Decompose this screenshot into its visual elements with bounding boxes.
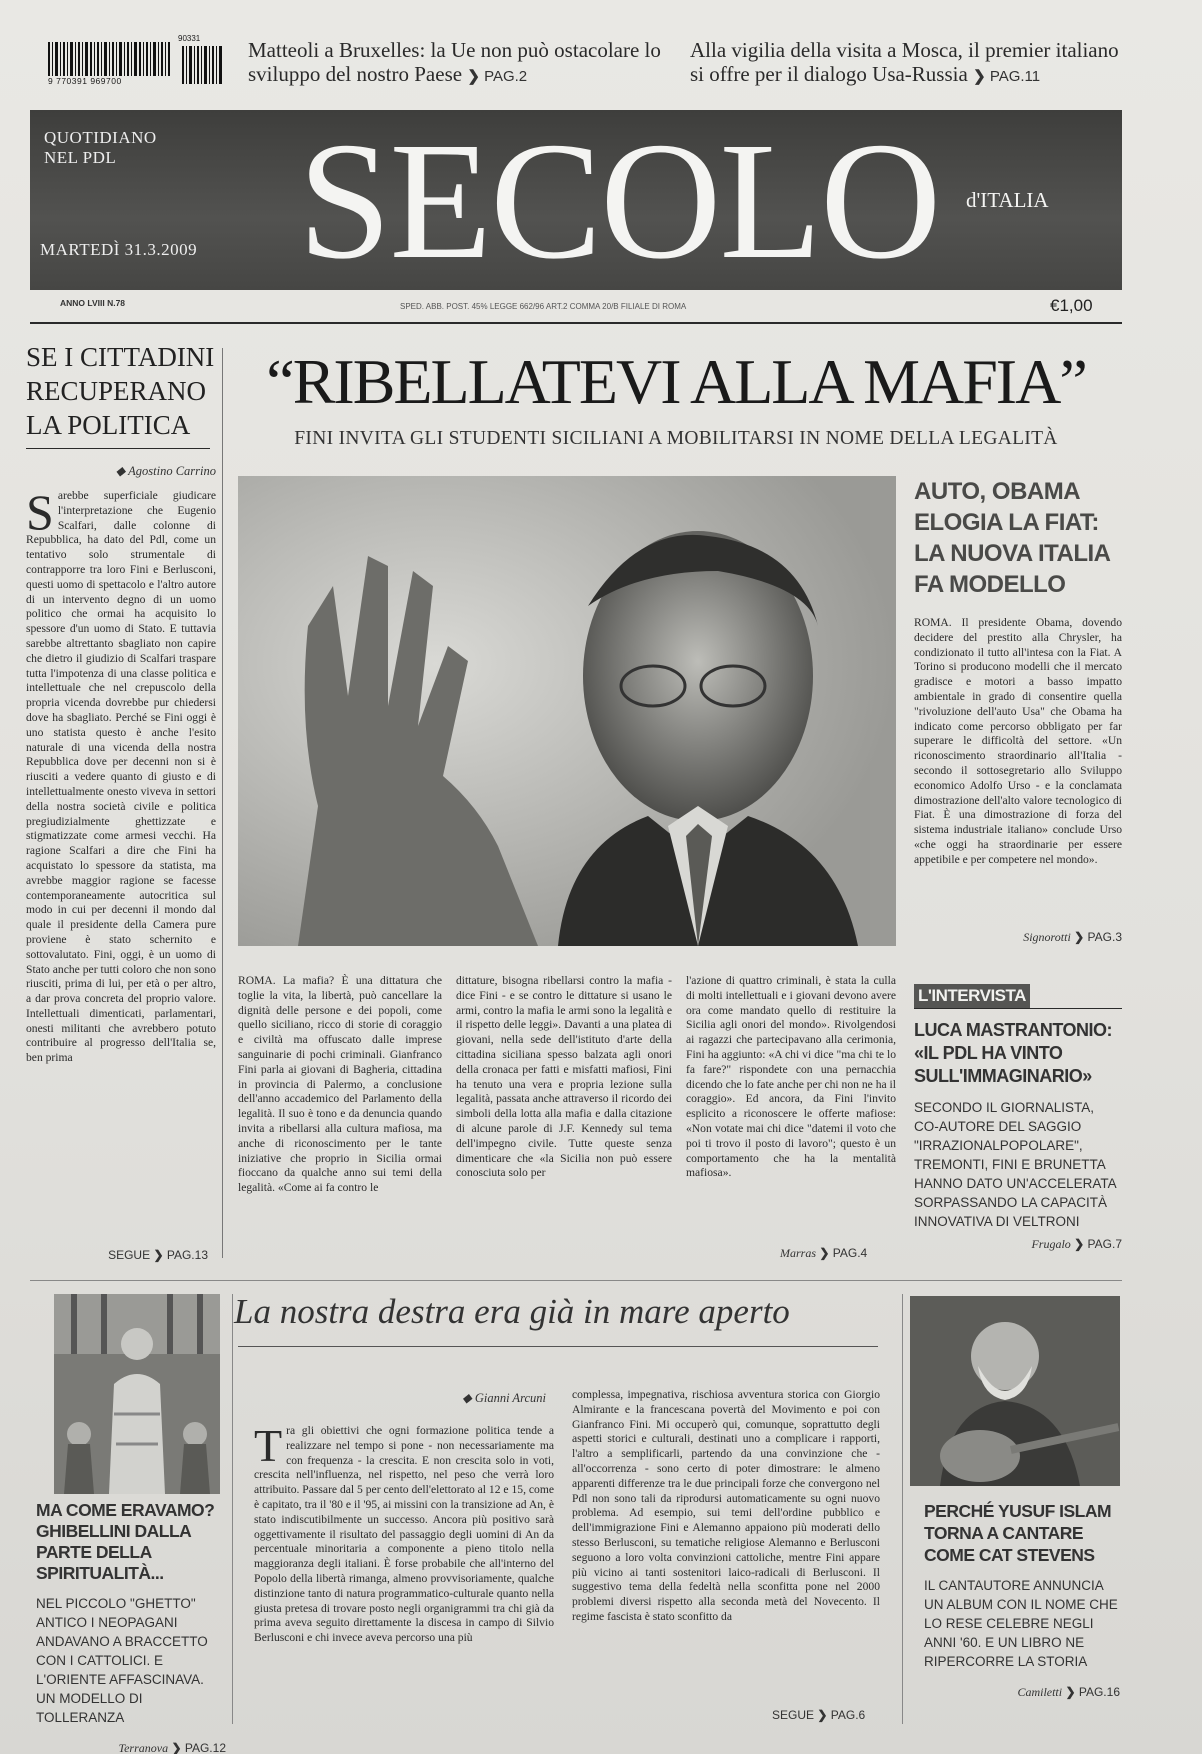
- yusuf-headline: PERCHÉ YUSUF ISLAM TORNA A CANTARE COME CAT STEVENS: [924, 1501, 1112, 1565]
- interview-box[interactable]: [914, 984, 1122, 1252]
- editorial-continue[interactable]: SEGUE ❯ PAG.13: [108, 1248, 208, 1262]
- second-article-ref[interactable]: SEGUE ❯ PAG.6: [772, 1708, 866, 1722]
- barcode-top-number: 90331: [178, 34, 201, 43]
- masthead-date: MARTEDÌ 31.3.2009: [40, 240, 198, 259]
- chevron-right-icon: ❯: [1065, 1685, 1076, 1699]
- diamond-icon: ◆: [115, 464, 129, 478]
- chevron-right-icon: ❯: [819, 1246, 830, 1260]
- singer-graphic: [910, 1296, 1120, 1486]
- main-article-col3: l'azione di quattro criminali, è stata la culla di molti intellettuali e i giovani devono avere ora come mandato quello di restituire la Sicilia agli onori del mondo». Rivolgendosi ai ragazzi che partecipavano alla cerimonia, Fini ha aggiunto: «A chi vi dice "ma chi te lo fa fare?" rispondete con una pernacchia dicendo che lo fate anche per chi non ne ha il coraggio». Ed ancora, da Fini l'invito esplicito a riconoscere le offerte mafiose: «Non votate mai chi dice "datemi il voto che poi ti trovo il posto di lavoro"; questo è un comportamento che ha la mentalità mafiosa».: [686, 974, 896, 1180]
- interview-headline: LUCA MASTRANTONIO: «IL PDL HA VINTO SULL'IMMAGINARIO»: [914, 1020, 1112, 1086]
- masthead: [30, 108, 1122, 294]
- second-article-col1: Tra gli obiettivi che ogni formazione politica tende a realizzare nel tempo si pone - non necessariamente ma con frequenza - la crescita. E non crescita solo in voti, crescita nell'influenza, nel rispetto, nel peso che verrà loro attribuito. Passare dal 5 per cento dell'elettorato al 12 e 15, come è capitato, tra il '80 e il '95, ai missini con la transizione ad An, è stato indiscutibilmente un successo. Ancora più positivo sarà oggettivamente il risultato del passaggio degli uomini di An da percentuale minoritaria a componente a pieno titolo nella maggioranza degli italiani. È forse probabile che all'interno del Popolo della libertà rimanga, almeno provvisoriamente, qualche distinzione tanto di natura programmatico-culturale quanto nella giusta pretesa di trovare posto negli organigrammi tra chi già da prima aveva seguito direttamente la discesa in campo di Silvio Berlusconi e chi invece aveva percorso una più: [254, 1424, 554, 1645]
- barcode-bottom-number: 9 770391 969700: [48, 76, 122, 86]
- second-headline[interactable]: La nostra destra era già in mare aperto: [234, 1292, 790, 1331]
- fresco-graphic: [54, 1294, 220, 1494]
- cat-stevens-photo: [910, 1296, 1120, 1486]
- editorial[interactable]: [26, 340, 216, 1264]
- second-author: ◆ Gianni Arcuni: [462, 1391, 546, 1405]
- chevron-right-icon: ❯: [171, 1741, 182, 1754]
- issue-number: ANNO LVIII N.78: [60, 298, 126, 308]
- second-article-col2: complessa, impegnativa, rischiosa avventura storica con Giorgio Almirante e la francescana povertà del Movimento e poi con Gianfranco Fini. Mi occuperò qui, comunque, soprattutto degli aspetti storici e culturali, destinati uno a complicare i rapporti, l'altro a semplificarli, partendo da una convinzione che - all'occorrenza - sono certo di poter dimostrare: le almeno apparenti differenze tra le due principali forze che convergono nel Pdl non sono tali da riprodursi automaticamente su ogni nuovo problema. Ad esempio, sui temi dell'ordine pubblico e dell'immigrazione Fini e Alemanno appaiono più moderati dello stesso Berlusconi, su tematiche religiose Alemanno e Berlusconi seguono a loro volta convinzioni cattoliche, mentre Fini appare più vicino ai tanti sostenitori laico-radicali di Berlusconi. Il suggestivo tema della fedeltà nella sconfitta pone nel 2000 problemi diversi rispetto alla seconda metà del Novecento. Il regime fascista è stato sconfitto da: [572, 1388, 880, 1623]
- editorial-body: Sarebbe superficiale giudicare l'interpretazione che Eugenio Scalfari, dalle colonne di Repubblica, ha dato del Pdl, come un tentativo solo strumentale di contrapporre tra loro Fini e Berlusconi, questi uomo di spettacolo e l'altro autore di un intervento degno di un uomo politico che ormai ha acquisito lo spessore d'un uomo di Stato. E tuttavia sarebbe altrettanto sbagliato non capire che dietro il giudizio di Scalfari traspare tutta l'impotenza di una classe politica e intellettuale che nel crepuscolo della propria vicenda dovrebbe pur chiedersi dove ha sbagliato. Perché se Fini oggi è uno statista questo è anche l'esito naturale di una vicenda della nostra Repubblica dove per decenni non si è riusciti a vedere quanto di giusto e di intellettualmente onesto viveva in settori della nostra società civile e politica pregiudizialmente ghettizzate e stigmatizzate come armesi vecchi. Ha ragione Scalfari a dire che Fini ha acquistato lo spessore da statista, ma avrebbe maggior ragione se facesse contemporaneamente autocritica sul modo in cui per decenni il mondo dal quale il presidente della Camera pure proviene è stato schernito e sottovalutato. Fini, oggi, è un uomo di Stato anche per tutti coloro che non sono riusciti, prima di lui, per età o per altro, a dar prova concreta del proprio valore. Intellettuali dimenticati, parlamentari, onesti militanti che avrebbero potuto contribuire al progresso dell'Italia se, ben prima: [26, 489, 216, 1065]
- chevron-right-icon: ❯: [817, 1708, 828, 1722]
- main-headline[interactable]: “RIBELLATEVI ALLA MAFIA”: [266, 346, 1086, 417]
- main-article-col2: dittature, bisogna ribellarsi contro la mafia - dice Fini - e se contro le dittature si usano le armi, contro la mafia le armi sono la legalità e il rispetto delle leggi». Davanti a una platea di giovani, nella sede dell'istituto d'arte della cittadina siciliana spesso balzata agli onori della cronaca per fatti e misfatti mafiosi, Fini ha tenuto una vera e propria lezione sulla legalità, passata anche attraverso il ricordo dei simboli della lotta alla mafia e dalla citazione di alcune parole di J.F. Kennedy sul tema dell'impegno civile. Tutte queste senza dimenticare che «la Sicilia non può essere conosciuta solo per: [456, 974, 672, 1180]
- ghibellini-article[interactable]: [36, 1500, 226, 1754]
- fini-photo: [238, 476, 896, 946]
- ghibellini-summary: NEL PICCOLO "GHETTO" ANTICO I NEOPAGANI ANDAVANO A BRACCETTO CON I CATTOLICI. E L'ORIENTE AFFASCINAVA. UN MODELLO DI TOLLERANZA: [36, 1596, 208, 1725]
- divider: [914, 1008, 1122, 1009]
- divider: [30, 1280, 1122, 1281]
- interview-summary: SECONDO IL GIORNALISTA, CO-AUTORE DEL SAGGIO "IRRAZIONALPOPOLARE", TREMONTI, FINI E BRUNETTA HANNO DATO UN'ACCELERATA SORPASSANDO LA CAPACITÀ INNOVATIVA DI VELTRONI: [914, 1100, 1116, 1229]
- chevron-right-icon: ❯: [467, 68, 480, 85]
- main-article-col1: ROMA. La mafia? È una dittatura che toglie la vita, la libertà, può cancellare la dignità delle persone e dei popoli, come quello siciliano, ricco di storie di coraggio e civiltà ma offuscato dalle imprese sanguinarie di pochi criminali. Gianfranco Fini parla ai giovani di Bagheria, cittadina in provincia di Palermo, a conclusione dell'anno accademico del Parlamento della legalità. Il suo è tono e da denuncia quando invita a ribellarsi alla cultura mafiosa, ma anche di riconoscimento per le tante iniziative che proprio in Sicilia ormai fioccano da qualche anno sui temi della legalità. «Come ai fa contro le: [238, 974, 442, 1195]
- teaser-1-ref: PAG.2: [484, 68, 528, 85]
- main-subhead: FINI INVITA GLI STUDENTI SICILIANI A MOBILITARSI IN NOME DELLA LEGALITÀ: [294, 428, 1058, 449]
- divider: [238, 1346, 878, 1347]
- postal-info: SPED. ABB. POST. 45% LEGGE 662/96 ART.2 COMMA 20/B FILIALE DI ROMA: [400, 302, 687, 311]
- chevron-right-icon: ❯: [153, 1248, 164, 1262]
- fiat-headline: AUTO, OBAMA ELOGIA LA FIAT: LA NUOVA ITALIA FA MODELLO: [914, 478, 1110, 598]
- fiat-body: ROMA. Il presidente Obama, dovendo decidere del prestito alla Chrysler, ha condizionato il tutto all'intesa con la Fiat. A Torino si producono modelli che il mercato gradisce e motori a basso impatto ambientale in grado di consentire quella "rivoluzione dell'auto Usa" che Obama ha indicato come percorso obbligato per far superare le difficoltà del settore. «Un riconoscimento straordinario all'Italia - secondo il sottosegretario allo Sviluppo economico Adolfo Urso - e la conclamata dimostrazione dell'alto valore tecnologico di Fiat. È una dimostrazione di forza del sistema industriale italiano» conclude Urso «che oggi ha straordinarie per essere appetibile e per competere nel mondo».: [914, 616, 1122, 866]
- photo-graphic: [238, 476, 896, 946]
- main-article-ref[interactable]: Marras ❯ PAG.4: [780, 1246, 868, 1260]
- fiat-ref[interactable]: Signorotti ❯ PAG.3: [1023, 930, 1122, 944]
- yusuf-ref[interactable]: Camiletti ❯ PAG.16: [1017, 1685, 1120, 1699]
- ghibellini-ref[interactable]: Terranova ❯ PAG.12: [118, 1741, 226, 1754]
- divider: [902, 1294, 903, 1724]
- chevron-right-icon: ❯: [1074, 930, 1085, 944]
- divider: [232, 1294, 233, 1724]
- yusuf-article[interactable]: [924, 1500, 1120, 1700]
- medieval-fresco-photo: [54, 1294, 220, 1494]
- fiat-article[interactable]: [914, 476, 1122, 945]
- interview-label: L'INTERVISTA: [914, 984, 1030, 1008]
- masthead-subtitle: d'ITALIA: [966, 188, 1049, 212]
- barcode: [48, 34, 226, 92]
- divider: [222, 348, 223, 1258]
- diamond-icon: ◆: [462, 1391, 475, 1405]
- teaser-2[interactable]: [690, 38, 1130, 89]
- interview-ref[interactable]: Frugalo ❯ PAG.7: [1031, 1237, 1122, 1251]
- teaser-2-ref: PAG.11: [989, 68, 1041, 85]
- divider: [30, 322, 1122, 324]
- chevron-right-icon: ❯: [973, 68, 986, 85]
- editorial-headline: SE I CITTADINI RECUPERANO LA POLITICA: [26, 342, 215, 440]
- ghibellini-headline: MA COME ERAVAMO? GHIBELLINI DALLA PARTE DELLA SPIRITUALITÀ...: [36, 1500, 215, 1583]
- price: €1,00: [1050, 296, 1093, 315]
- teaser-1[interactable]: [248, 38, 678, 89]
- chevron-right-icon: ❯: [1074, 1237, 1085, 1251]
- teaser-1-text: Matteoli a Bruxelles: la Ue non può ostacolare lo sviluppo del nostro Paese: [248, 38, 661, 86]
- masthead-tag: QUOTIDIANO NEL PDL: [44, 128, 157, 167]
- yusuf-summary: IL CANTAUTORE ANNUNCIA UN ALBUM CON IL NOME CHE LO RESE CELEBRE NEGLI ANNI '60. E UN LIBRO NE RIPERCORRE LA STORIA: [924, 1578, 1118, 1669]
- editorial-author: ◆ Agostino Carrino: [115, 464, 216, 478]
- divider: [26, 448, 210, 449]
- teaser-2-text: Alla vigilia della visita a Mosca, il premier italiano si offre per il dialogo Usa-Russia: [690, 38, 1119, 86]
- drop-cap: T: [254, 1424, 283, 1471]
- drop-cap: S: [26, 489, 54, 540]
- masthead-title: SECOLO: [298, 108, 940, 294]
